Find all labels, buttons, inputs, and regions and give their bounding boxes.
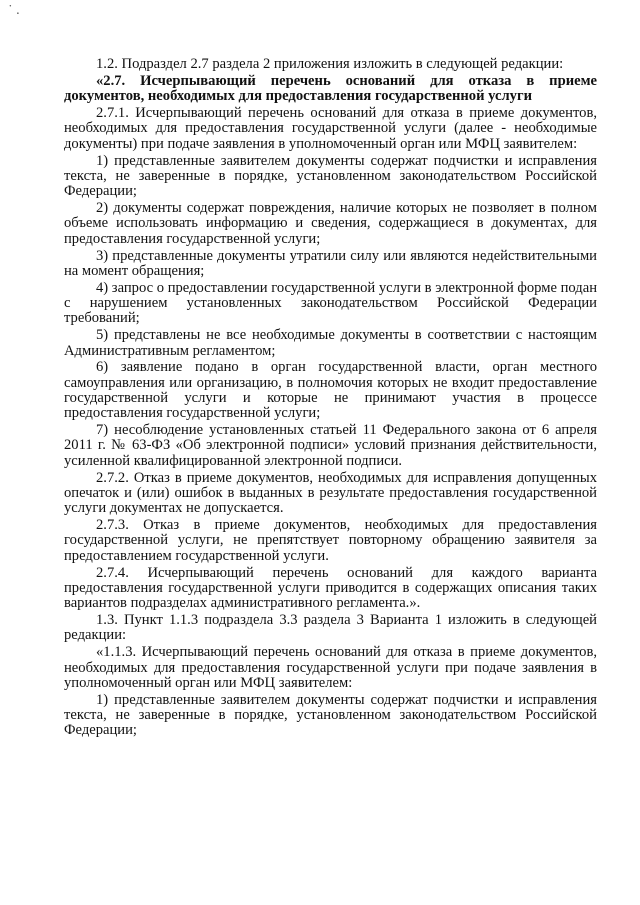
margin-mark: ˙ .	[8, 3, 20, 18]
section-heading-2-7: «2.7. Исчерпывающий перечень оснований для отказа в приеме документов, необходимых для предоставления государственной услуги	[64, 72, 597, 105]
document-body	[64, 57, 597, 740]
list-item-1: 1) представленные заявителем документы содержат подчистки и исправления текста, не заверенные в порядке, установленном законодательством Российской Федерации;	[64, 152, 597, 200]
list-item-3: 3) представленные документы утратили силу или являются недействительными на момент обращения;	[64, 247, 597, 279]
paragraph-1-2: 1.2. Подраздел 2.7 раздела 2 приложения изложить в следующей редакции:	[96, 56, 564, 72]
paragraph-1-3: 1.3. Пункт 1.1.3 подраздела 3.3 раздела 3 Варианта 1 изложить в следующей редакции:	[64, 612, 597, 644]
paragraph-2-7-2: 2.7.2. Отказ в приеме документов, необходимых для исправления допущенных опечаток и (или) ошибок в выданных в результате предоставления государственной услуги документах не допускается.	[64, 469, 597, 517]
list-item-7: 7) несоблюдение установленных статьей 11 Федерального закона от 6 апреля 2011 г. № 63-ФЗ «Об электронной подписи» условий признания действительности, усиленной квалифицированной электронной подписи.	[64, 422, 597, 469]
list-item-5: 5) представлены не все необходимые документы в соответствии с настоящим Административным регламентом;	[64, 327, 597, 359]
list-item-4: 4) запрос о предоставлении государственной услуги в электронной форме подан с нарушением установленных законодательством Российской Федерации требований;	[64, 279, 597, 327]
paragraph-2-7-4: 2.7.4. Исчерпывающий перечень оснований для каждого варианта предоставления государственной услуги приводится в содержащих описания таких вариантов подразделах административного регламента.».	[64, 564, 597, 612]
paragraph-2-7-1: 2.7.1. Исчерпывающий перечень оснований для отказа в приеме документов, необходимых для предоставления государственной услуги (далее - необходимые документы) при подаче заявления в уполномоченный орган или МФЦ заявителем:	[64, 105, 597, 152]
paragraph-1-1-3: «1.1.3. Исчерпывающий перечень оснований для отказа в приеме документов, необходимых для предоставления государственной услуги при подаче заявления в уполномоченный орган или МФЦ заявителем:	[64, 644, 597, 691]
list-item-2: 2) документы содержат повреждения, наличие которых не позволяет в полном объеме использовать информацию и сведения, содержащиеся в документах, для предоставления государственной услуги;	[64, 200, 597, 247]
list-item-1-repeat: 1) представленные заявителем документы содержат подчистки и исправления текста, не заверенные в порядке, установленном законодательством Российской Федерации;	[64, 691, 597, 739]
paragraph-2-7-3: 2.7.3. Отказ в приеме документов, необходимых для предоставления государственной услуги, не препятствует повторному обращению заявителя за предоставлением государственной услуги.	[64, 517, 597, 564]
list-item-6: 6) заявление подано в орган государственной власти, орган местного самоуправления или организацию, в полномочия которых не входит предоставление государственной услуги и которые не принимают участия в процессе предоставления государственной услуги;	[64, 359, 597, 422]
